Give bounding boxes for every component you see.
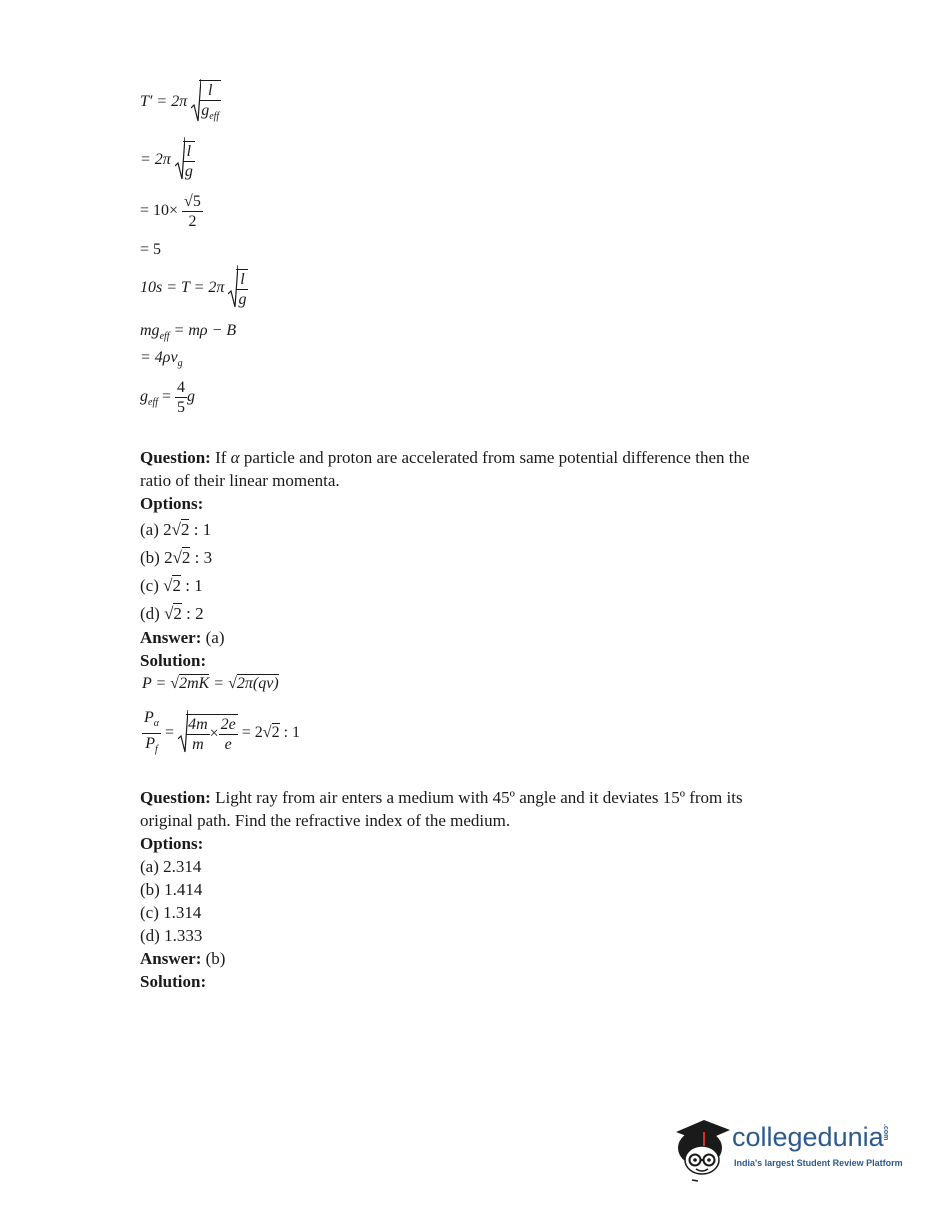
derivation-line-4: = 5 — [140, 241, 162, 258]
math-text: × — [209, 724, 219, 742]
option-radicand: 2 — [173, 604, 182, 623]
denominator — [199, 101, 221, 126]
question-text: particle and proton are accelerated from same potential difference then the ratio of their linear momenta. — [140, 448, 750, 490]
numerator: l — [183, 142, 195, 162]
denominator: 5 — [177, 399, 186, 416]
den-text: P — [145, 735, 156, 752]
q1-option-b — [140, 546, 212, 569]
q2-answer — [140, 947, 225, 970]
option-tag: (a) — [140, 520, 159, 539]
fraction — [219, 715, 238, 754]
collegedunia-logo — [672, 1112, 912, 1182]
q1-option-d — [140, 602, 204, 625]
subscript: g — [177, 358, 183, 369]
fraction — [236, 269, 248, 309]
answer-value: (a) — [205, 628, 225, 647]
q2-option-a: (a) 2.314 — [140, 857, 202, 876]
option-tag: (b) — [140, 548, 160, 567]
solution-line-1 — [142, 675, 279, 693]
option-tail: : 3 — [190, 548, 213, 567]
option-coef: 2 — [164, 548, 173, 567]
q1-answer — [140, 626, 225, 649]
question-label: Question: — [140, 788, 211, 807]
subscript: eff — [159, 331, 170, 342]
denominator: 2 — [188, 213, 197, 230]
math-text: = 2π — [140, 151, 171, 169]
question-label: Question: — [140, 448, 211, 467]
q1-option-a — [140, 518, 211, 541]
derivation-line-2 — [140, 136, 195, 185]
question-text: If — [215, 448, 227, 467]
q1-solution-label — [140, 649, 206, 672]
option-tail: : 1 — [180, 576, 203, 595]
subscript: f — [155, 744, 158, 755]
question-1 — [140, 446, 780, 492]
question-text: Light ray from air enters a medium with 45º angle and it deviates 15º from its original path. Find the refractive index of the medium. — [140, 788, 743, 830]
fraction — [142, 708, 161, 759]
numerator: l — [199, 81, 221, 101]
option-radicand: 2 — [172, 576, 181, 595]
sqrt-icon: √ — [228, 675, 237, 692]
q2-option-b: (b) 1.414 — [140, 880, 203, 899]
denominator: g — [238, 290, 247, 308]
denominator: m — [192, 735, 204, 753]
option-tail: : 2 — [181, 604, 204, 623]
answer-label: Answer: — [140, 949, 202, 968]
logo-dotcom: .com — [882, 1124, 889, 1141]
math-text: = mρ − B — [169, 322, 237, 339]
solution-line-2 — [142, 708, 300, 759]
derivation-line-7 — [140, 349, 183, 369]
math-text: = 2 — [241, 724, 263, 742]
derivation-line-6 — [140, 322, 236, 342]
radicand: 2π(qv) — [236, 675, 279, 692]
q2-option-c: (c) 1.314 — [140, 903, 202, 922]
option-radicand: 2 — [181, 548, 191, 567]
options-label-text: Options: — [140, 834, 204, 853]
radicand: 2 — [271, 724, 280, 742]
math-text: P = — [142, 675, 167, 692]
sqrt-icon: √ — [170, 675, 180, 692]
option-coef: 2 — [163, 520, 172, 539]
numerator: √5 — [184, 193, 201, 210]
fraction — [199, 80, 221, 126]
denominator — [142, 734, 161, 759]
mascot-icon — [672, 1112, 732, 1182]
math-text: = 4ρv — [140, 349, 178, 366]
q2-option-d: (d) 1.333 — [140, 926, 203, 945]
question-2 — [140, 786, 780, 832]
options-label — [140, 492, 203, 515]
numerator: 4 — [177, 379, 186, 396]
option-tail: : 1 — [189, 520, 212, 539]
subscript: eff — [209, 110, 220, 122]
option-tag: (d) — [140, 604, 160, 623]
options-label-text: Options: — [140, 494, 204, 513]
logo-tagline: India's largest Student Review Platform — [734, 1158, 903, 1168]
q2-solution-label — [140, 970, 206, 993]
math-text: T′ = 2π — [140, 93, 188, 111]
math-text: g — [140, 388, 148, 406]
denominator: g — [184, 162, 193, 180]
radicand: 2mK — [179, 675, 210, 692]
solution-label: Solution: — [140, 972, 207, 991]
sqrt-icon: √ — [171, 520, 181, 539]
fraction — [175, 378, 187, 417]
den-text: g — [201, 101, 210, 119]
numerator: l — [236, 270, 248, 290]
sqrt-icon: √ — [164, 604, 174, 623]
subscript: α — [153, 718, 160, 729]
math-text: g — [187, 388, 196, 406]
answer-value: (b) — [205, 949, 226, 968]
q1-option-c — [140, 574, 203, 597]
option-radicand: 2 — [180, 520, 190, 539]
derivation-line-1 — [140, 78, 221, 127]
math-text: : 1 — [279, 724, 301, 742]
sqrt-icon: √ — [262, 724, 272, 742]
denominator: e — [224, 735, 232, 753]
fraction — [182, 192, 203, 231]
math-text: = 10× — [140, 202, 179, 220]
numerator — [142, 708, 161, 734]
option-tag: (c) — [140, 576, 159, 595]
sqrt-icon: √ — [163, 576, 173, 595]
subscript: eff — [148, 397, 158, 409]
sqrt-icon: √ — [172, 548, 182, 567]
logo-brand-text: collegedunia — [732, 1122, 884, 1152]
math-text: = — [165, 724, 175, 742]
math-text: = — [213, 675, 225, 692]
fraction — [183, 141, 195, 181]
q2-options-label — [140, 832, 203, 855]
derivation-line-5 — [140, 264, 248, 313]
answer-label: Answer: — [140, 628, 202, 647]
fraction — [186, 715, 210, 754]
radicand-group — [186, 714, 238, 754]
math-text: = — [158, 388, 176, 406]
math-text: 10s = T = 2π — [140, 279, 225, 297]
math-text: mg — [140, 322, 160, 339]
solution-label: Solution: — [140, 651, 207, 670]
derivation-line-3 — [140, 192, 203, 231]
numerator: 2e — [220, 715, 236, 733]
numerator: 4m — [188, 715, 208, 733]
num-text: P — [144, 709, 154, 726]
alpha-symbol: α — [230, 448, 240, 467]
derivation-line-8 — [140, 378, 195, 417]
